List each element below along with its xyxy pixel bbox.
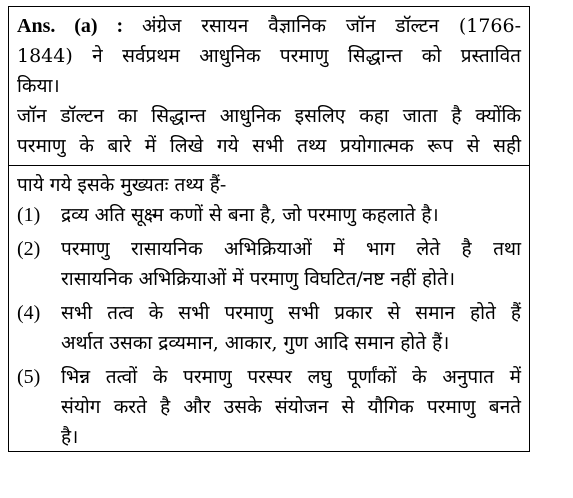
- fact-line: सभी तत्व के सभी परमाणु सभी प्रकार से समान होते हैं: [61, 302, 521, 324]
- answer-label: Ans. (a): [17, 15, 98, 37]
- answer-box: [8, 6, 530, 166]
- answer-line-4: जॉन डॉल्टन का सिद्धान्त आधुनिक इसलिए कहा जाता है क्योंकि: [17, 105, 521, 127]
- fact-number: (4): [17, 302, 41, 324]
- fact-line: संयोग करते है और उसके संयोजन से यौगिक परमाणु बनते: [61, 396, 521, 418]
- facts-heading: पाये गये इसके मुख्यतः तथ्य हैं-: [17, 174, 227, 196]
- answer-line-3: किया।: [17, 75, 60, 97]
- answer-line-1-text: अंग्रेज रसायन वैज्ञानिक जॉन डॉल्टन (1766-: [142, 15, 522, 37]
- fact-line: है।: [61, 426, 79, 448]
- fact-item-1: [17, 200, 521, 230]
- fact-line: द्रव्य अति सूक्ष्म कणों से बना है, जो परमाणु कहलाते है।: [61, 204, 439, 226]
- answer-line-2: 1844) ने सर्वप्रथम आधुनिक परमाणु सिद्धान्त को प्रस्तावित: [17, 45, 521, 67]
- answer-line-1: [17, 11, 521, 41]
- fact-line: परमाणु रासायनिक अभिक्रियाओं में भाग लेते है तथा: [61, 238, 521, 260]
- fact-line: भिन्न तत्वों के परमाणु परस्पर लघु पूर्णांकों के अनुपात में: [61, 366, 521, 388]
- fact-item-2: [17, 234, 521, 294]
- fact-number: (2): [17, 238, 41, 260]
- facts-box: [8, 166, 530, 452]
- answer-line-5: परमाणु के बारे में लिखे गये सभी तथ्य प्रयोगात्मक रूप से सही: [17, 135, 521, 157]
- answer-separator: :: [97, 15, 142, 37]
- fact-number: (1): [17, 204, 41, 226]
- fact-number: (5): [17, 366, 41, 388]
- fact-item-5: [17, 362, 521, 452]
- fact-item-4: [17, 298, 521, 358]
- fact-line: अर्थात उसका द्रव्यमान, आकार, गुण आदि समान होते हैं।: [61, 332, 450, 354]
- fact-line: रासायनिक अभिक्रियाओं में परमाणु विघटित/नष्ट नहीं होते।: [61, 268, 456, 290]
